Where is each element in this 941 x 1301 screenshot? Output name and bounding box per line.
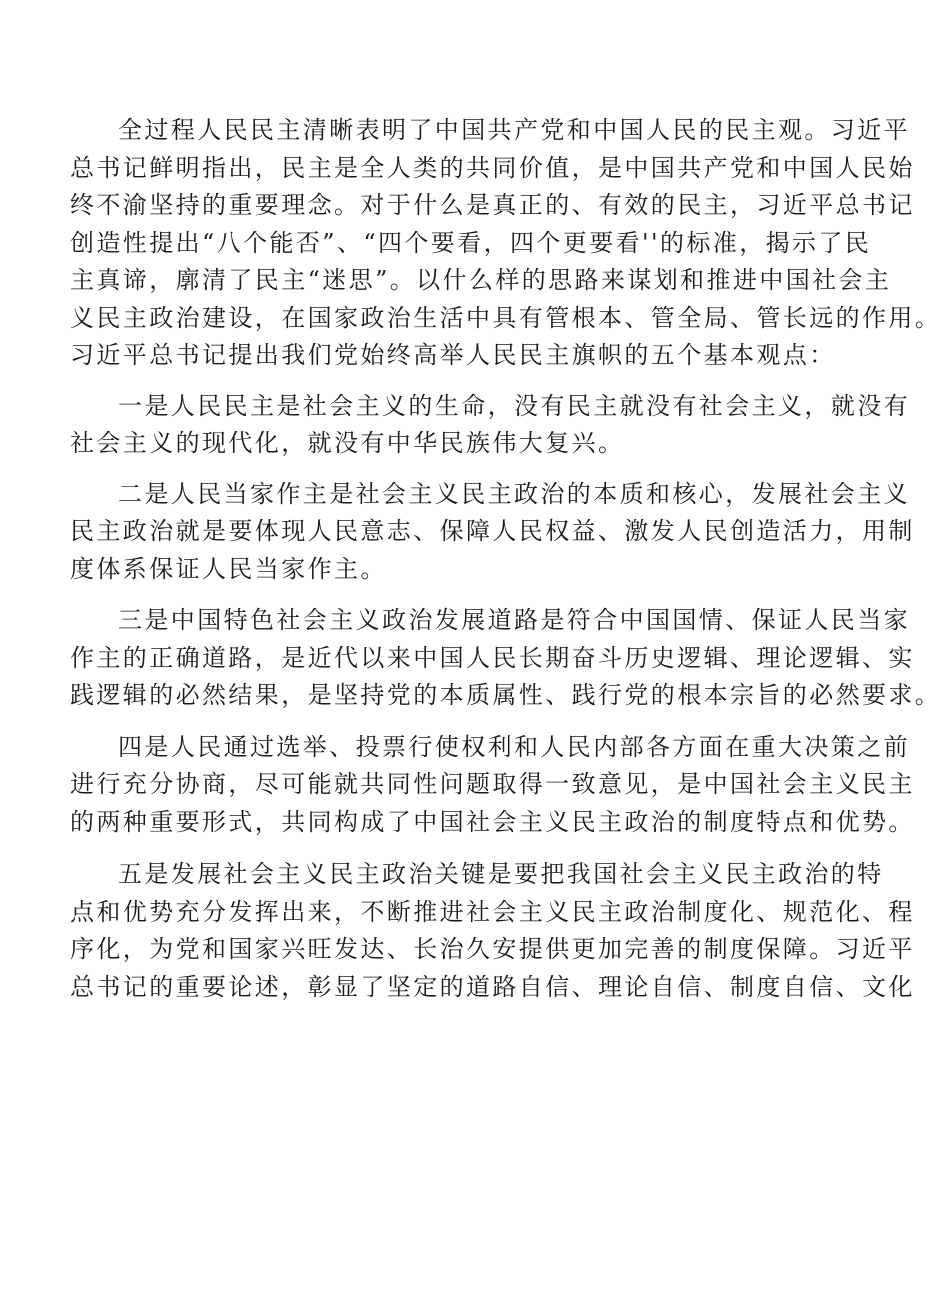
paragraph-point-four — [70, 729, 915, 842]
text-line: 民主政治就是要体现人民意志、保障人民权益、激发人民创造活力，用制 — [70, 517, 915, 545]
text-line: 作主的正确道路，是近代以来中国人民长期奋斗历史逻辑、理论逻辑、实 — [70, 643, 915, 672]
paragraph-democracy-view — [70, 112, 941, 375]
text-line: 点和优势充分发挥出来，不断推进社会主义民主政治制度化、规范化、程 — [70, 897, 915, 926]
text-line: 习近平总书记提出我们党始终高举人民民主旗帜的五个基本观点： — [70, 341, 836, 369]
text-line: 主真谛，廓清了民主“迷思”。以什么样的思路来谋划和推进中国社会主 — [70, 266, 892, 294]
paragraph-point-five — [70, 856, 915, 1006]
text-line: 总书记的重要论述，彰显了坚定的道路自信、理论自信、制度自信、文化 — [70, 972, 915, 1001]
text-line: 践逻辑的必然结果，是坚持党的本质属性、践行党的根本宗旨的必然要求。 — [70, 681, 941, 709]
paragraph-point-two — [70, 476, 915, 589]
text-line: 三是中国特色社会主义政治发展道路是符合中国国情、保证人民当家 — [118, 606, 910, 634]
paragraph-point-three — [70, 602, 941, 715]
text-line: 四是人民通过选举、投票行使权利和人民内部各方面在重大决策之前 — [118, 732, 910, 761]
text-line: 社会主义的现代化，就没有中华民族伟大复兴。 — [70, 429, 625, 457]
text-line: 创造性提出“八个能否”、“四个要看，四个更要看''的标准，揭示了民 — [70, 228, 872, 257]
document-body — [70, 112, 941, 1006]
text-line: 一是人民民主是社会主义的生命，没有民主就没有社会主义，就没有 — [118, 391, 910, 420]
text-line: 二是人民当家作主是社会主义民主政治的本质和核心，发展社会主义 — [118, 479, 910, 508]
text-line: 全过程人民民主清晰表明了中国共产党和中国人民的民主观。习近平 — [118, 116, 910, 144]
paragraph-point-one — [70, 388, 910, 463]
text-line: 终不渝坚持的重要理念。对于什么是真正的、有效的民主，习近平总书记 — [70, 191, 915, 219]
text-line: 义民主政治建设，在国家政治生活中具有管根本、管全局、管长远的作用。 — [70, 303, 941, 332]
text-line: 度体系保证人民当家作主。 — [70, 554, 387, 583]
text-line: 进行充分协商，尽可能就共同性问题取得一致意见，是中国社会主义民主 — [70, 770, 915, 798]
text-line: 总书记鲜明指出，民主是全人类的共同价值，是中国共产党和中国人民始 — [70, 153, 915, 182]
text-line: 序化，为党和国家兴旺发达、长治久安提供更加完善的制度保障。习近平 — [70, 935, 915, 963]
text-line: 的两种重要形式，共同构成了中国社会主义民主政治的制度特点和优势。 — [70, 807, 915, 836]
text-line: 五是发展社会主义民主政治关键是要把我国社会主义民主政治的特 — [118, 860, 884, 888]
